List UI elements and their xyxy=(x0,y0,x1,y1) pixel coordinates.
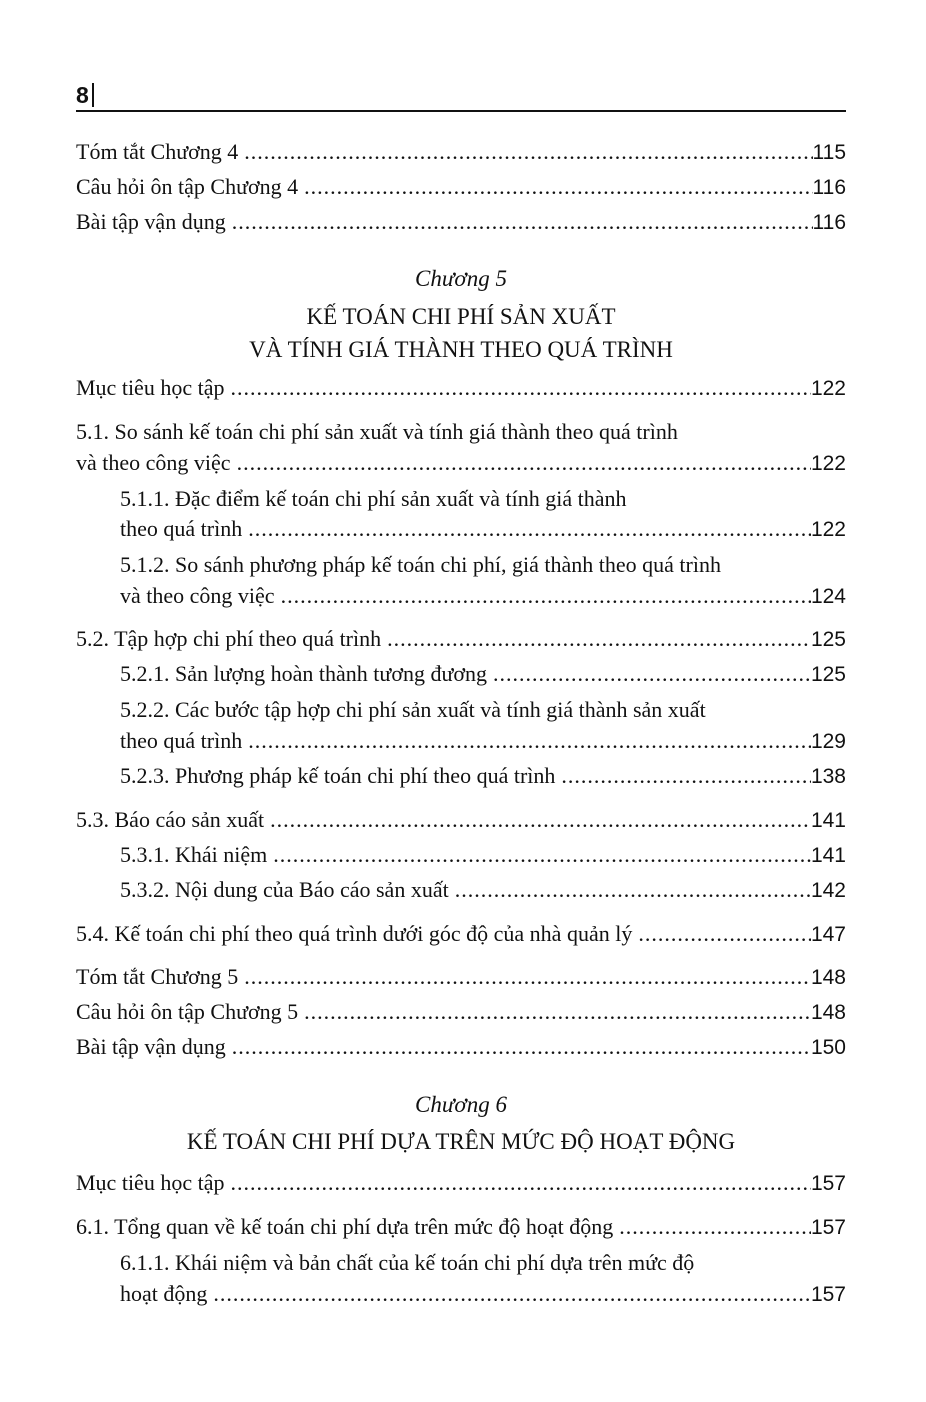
toc-entry-5-3-2[interactable]: 5.3.2. Nội dung của Báo cáo sản xuất ..... 142 xyxy=(120,876,846,906)
toc-entry-ch5-summary[interactable]: Tóm tắt Chương 5 ..... 148 xyxy=(76,963,846,993)
page-header xyxy=(76,80,846,112)
toc-entry-6-1-1[interactable]: hoạt động ..... 157 xyxy=(120,1280,846,1310)
chapter6-title-line1: KẾ TOÁN CHI PHÍ DỰA TRÊN MỨC ĐỘ HOẠT ĐỘNG xyxy=(186,1129,736,1154)
toc-entry-5-2[interactable]: 5.2. Tập hợp chi phí theo quá trình ..... 125 xyxy=(76,625,846,655)
toc-entry-5-1-line1[interactable]: 5.1. So sánh kế toán chi phí sản xuất và tính giá thành theo quá trình xyxy=(76,419,678,444)
toc-entry-5-2-2-line1[interactable]: 5.2.2. Các bước tập hợp chi phí sản xuất và tính giá thành sản xuất xyxy=(120,697,706,722)
toc-entry-5-1-1[interactable]: theo quá trình ..... 122 xyxy=(120,515,846,545)
toc-entry-5-4[interactable]: 5.4. Kế toán chi phí theo quá trình dưới góc độ của nhà quản lý ..... 147 xyxy=(76,920,846,950)
toc-entry-ch5-exercises[interactable]: Bài tập vận dụng ..... 150 xyxy=(76,1033,846,1063)
chapter5-label: Chương 5 xyxy=(415,266,507,291)
chapter5-title-line1: KẾ TOÁN CHI PHÍ SẢN XUẤT xyxy=(306,304,616,329)
toc-entry-5-2-3[interactable]: 5.2.3. Phương pháp kế toán chi phí theo quá trình ..... 138 xyxy=(120,762,846,792)
toc-entry-ch5-questions[interactable]: Câu hỏi ôn tập Chương 5 ..... 148 xyxy=(76,998,846,1028)
toc-entry-5-3[interactable]: 5.3. Báo cáo sản xuất ..... 141 xyxy=(76,806,846,836)
toc-entry-ch4-questions[interactable]: Câu hỏi ôn tập Chương 4 ..... 116 xyxy=(76,173,846,203)
toc-entry-5-2-2[interactable]: theo quá trình ..... 129 xyxy=(120,727,846,757)
chapter6-label: Chương 6 xyxy=(415,1092,507,1117)
header-divider xyxy=(92,83,94,107)
toc-entry-5-1-1-line1[interactable]: 5.1.1. Đặc điểm kế toán chi phí sản xuất và tính giá thành xyxy=(120,486,627,511)
toc-entry-5-3-1[interactable]: 5.3.1. Khái niệm ..... 141 xyxy=(120,841,846,871)
toc-entry-5-2-1[interactable]: 5.2.1. Sản lượng hoàn thành tương đương ..... 125 xyxy=(120,660,846,690)
toc-entry-ch4-summary[interactable]: Tóm tắt Chương 4 ..... 115 xyxy=(76,138,846,168)
page-number: 8 xyxy=(76,82,89,108)
toc-entry-6-1-1-line1[interactable]: 6.1.1. Khái niệm và bản chất của kế toán chi phí dựa trên mức độ xyxy=(120,1250,695,1275)
toc-entry-5-1-2-line1[interactable]: 5.1.2. So sánh phương pháp kế toán chi phí, giá thành theo quá trình xyxy=(120,552,721,577)
toc-entry-ch4-exercises[interactable]: Bài tập vận dụng ..... 116 xyxy=(76,208,846,238)
toc-entry-5-1[interactable]: và theo công việc ..... 122 xyxy=(76,449,846,479)
chapter5-title-line2: VÀ TÍNH GIÁ THÀNH THEO QUÁ TRÌNH xyxy=(249,337,673,362)
toc-entry-ch5-objectives[interactable]: Mục tiêu học tập ..... 122 xyxy=(76,374,846,404)
toc-entry-6-1[interactable]: 6.1. Tổng quan về kế toán chi phí dựa trên mức độ hoạt động ..... 157 xyxy=(76,1213,846,1243)
toc-entry-5-1-2[interactable]: và theo công việc ..... 124 xyxy=(120,582,846,612)
toc-entry-ch6-objectives[interactable]: Mục tiêu học tập ..... 157 xyxy=(76,1169,846,1199)
